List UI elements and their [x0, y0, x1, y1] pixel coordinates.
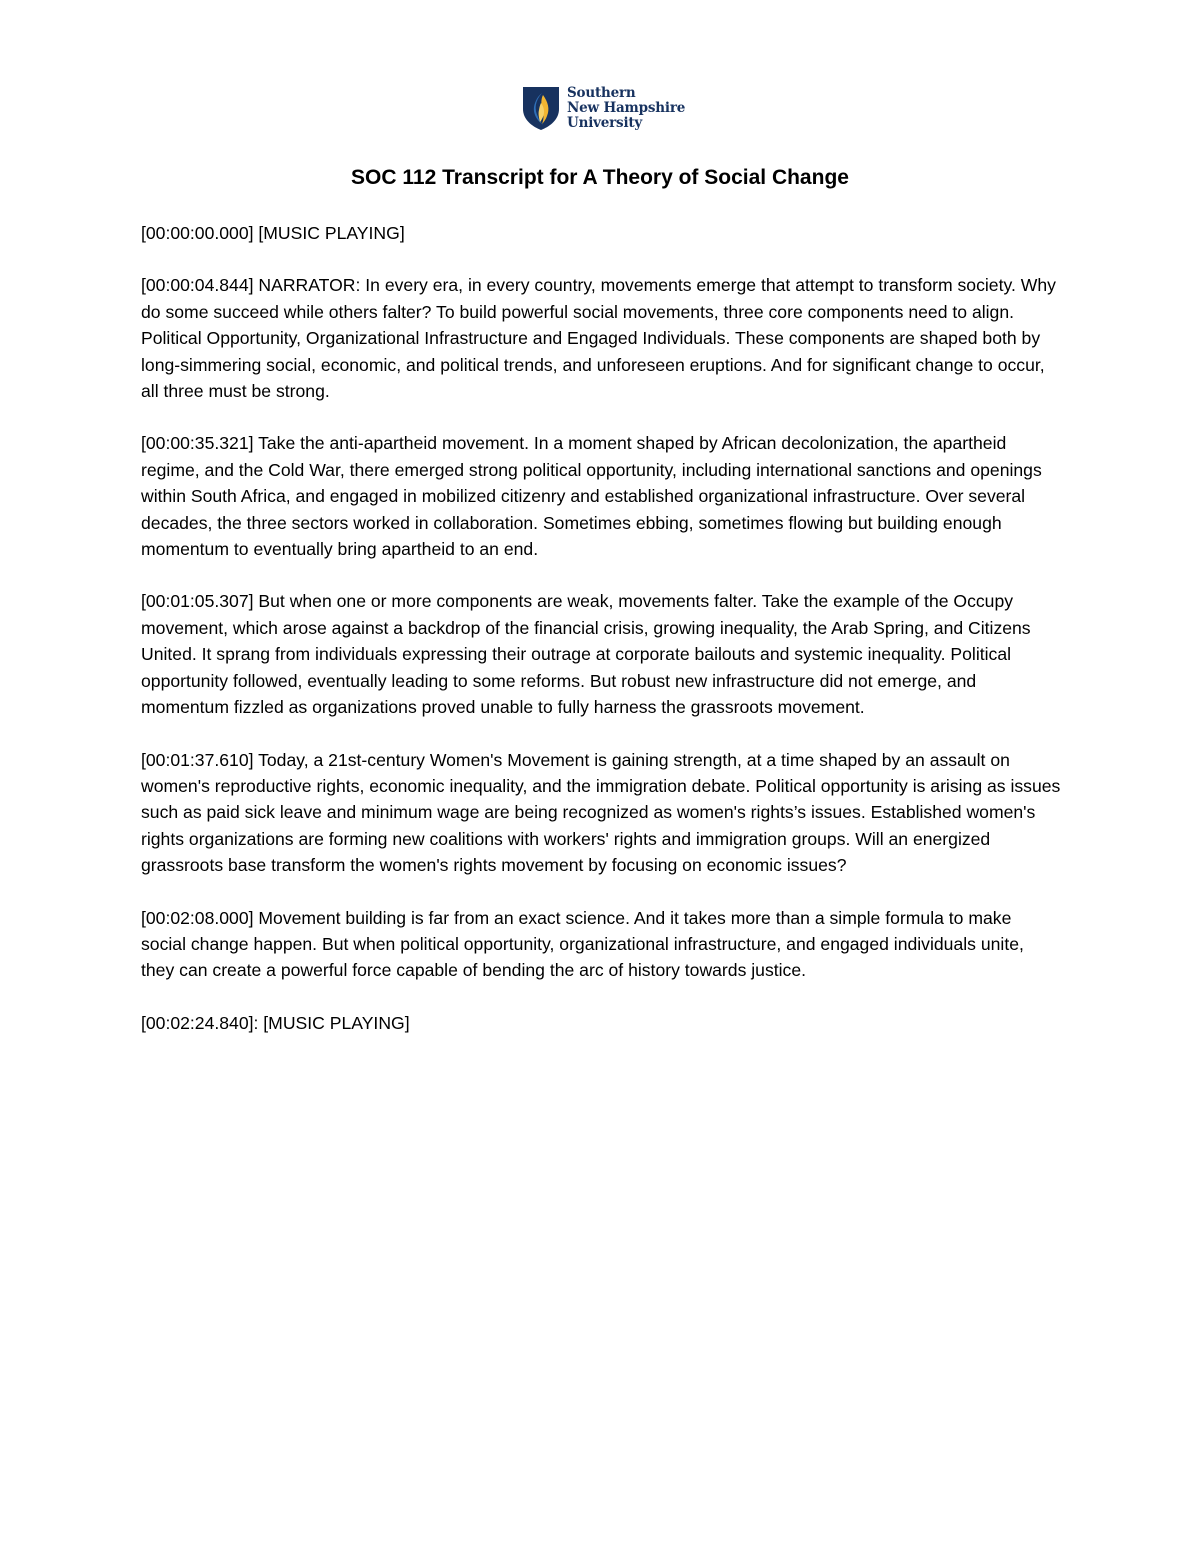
transcript-paragraph: [00:01:37.610] Today, a 21st-century Women's Movement is gaining strength, at a time shaped by an assault on women's reproductive rights, economic inequality, and the immigration debate. Political opportunity is arising as issues such as paid sick leave and minimum wage are being recognized as women's rights’s issues. Established women's rights organizations are forming new coalitions with workers' rights and immigration groups. Will an energized grassroots base transform the women's rights movement by focusing on economic issues?: [141, 749, 1061, 876]
transcript-body: [141, 220, 1061, 1062]
transcript-paragraph: [00:00:35.321] Take the anti-apartheid movement. In a moment shaped by African decolonization, the apartheid regime, and the Cold War, there emerged strong political opportunity, including international sanctions and openings within South Africa, and engaged in mobilized citizenry and established organizational infrastructure. Over several decades, the three sectors worked in collaboration. Sometimes ebbing, sometimes flowing but building enough momentum to eventually bring apartheid to an end.: [141, 433, 1042, 560]
shield-flame-icon: [521, 85, 561, 131]
transcript-paragraph: [00:02:08.000] Movement building is far from an exact science. And it takes more than a simple formula to make social change happen. But when political opportunity, organizational infrastructure, and engaged individuals unite, they can create a powerful force capable of bending the arc of history towards justice.: [141, 907, 1024, 981]
transcript-paragraph: [00:02:24.840]: [MUSIC PLAYING]: [141, 1012, 410, 1033]
document-title: SOC 112 Transcript for A Theory of Social Change: [351, 166, 849, 189]
transcript-paragraph: [00:00:00.000] [MUSIC PLAYING]: [141, 223, 405, 243]
transcript-paragraph: [00:00:04.844] NARRATOR: In every era, in every country, movements emerge that attempt to transform society. Why do some succeed while others falter? To build powerful social movements, three core components need to align. Political Opportunity, Organizational Infrastructure and Engaged Individuals. These components are shaped both by long-simmering social, economic, and political trends, and unforeseen eruptions. And for significant change to occur, all three must be strong.: [141, 275, 1056, 402]
logo-line-2: New Hampshire: [567, 99, 686, 116]
logo-wordmark: [567, 86, 685, 131]
snhu-logo: [521, 84, 685, 132]
logo-line-1: Southern: [567, 84, 636, 101]
transcript-paragraph: [00:01:05.307] But when one or more components are weak, movements falter. Take the example of the Occupy movement, which arose against a backdrop of the financial crisis, growing inequality, the Arab Spring, and Citizens United. It sprang from individuals expressing their outrage at corporate bailouts and systemic inequality. Political opportunity followed, eventually leading to some reforms. But robust new infrastructure did not emerge, and momentum fizzled as organizations proved unable to fully harness the grassroots movement.: [141, 591, 1031, 718]
logo-line-3: University: [567, 114, 643, 131]
